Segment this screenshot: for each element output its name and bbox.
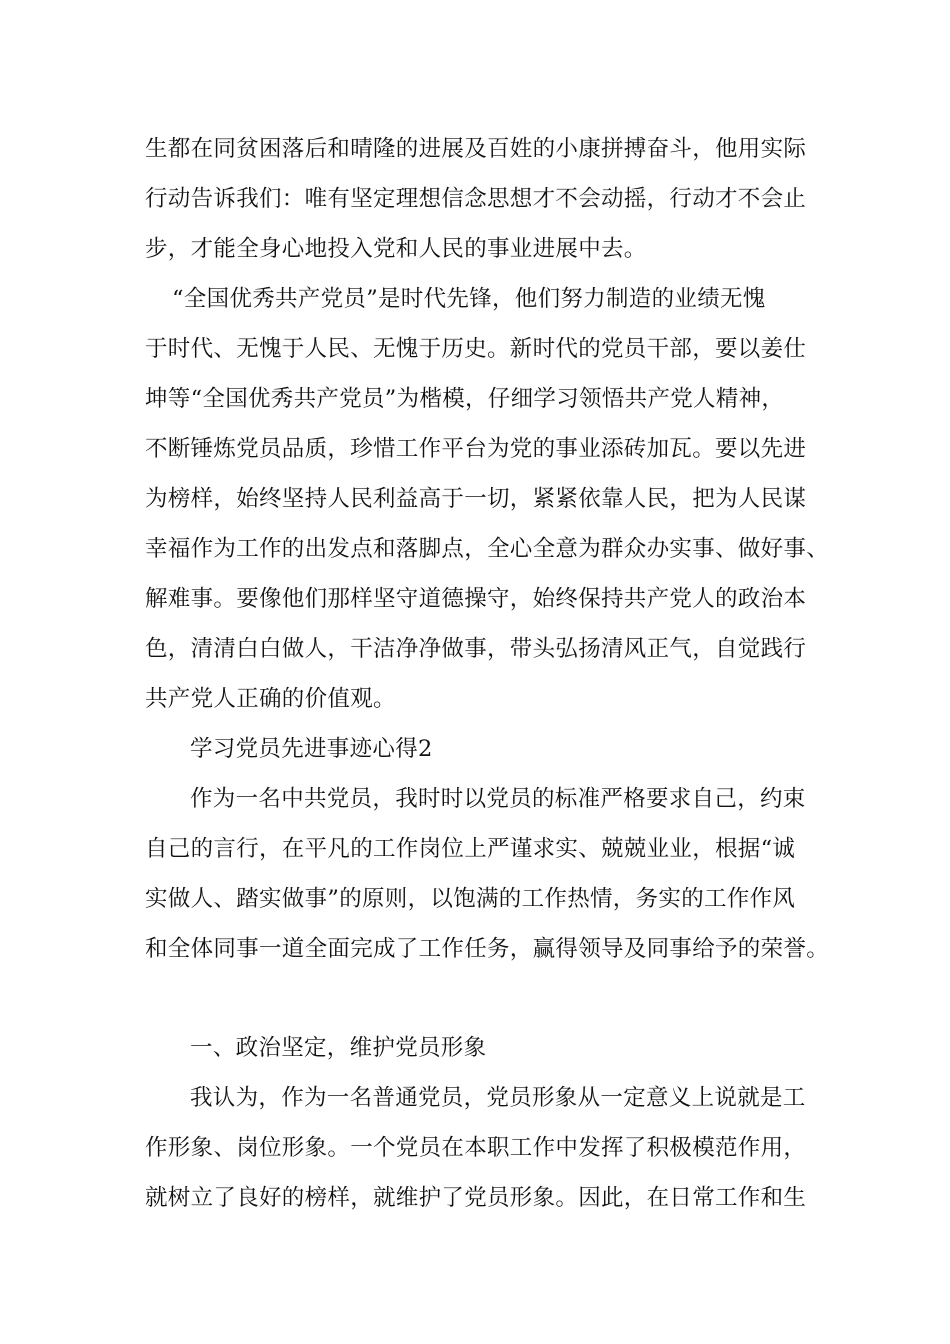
paragraph-line: 自己的言行，在平凡的工作岗位上严谨求实、兢兢业业，根据“诚 — [145, 836, 796, 862]
paragraph-line: 不断锤炼党员品质，珍惜工作平台为党的事业添砖加瓦。要以先进 — [145, 436, 807, 462]
paragraph-line: 坤等“全国优秀共产党员”为楷模，仔细学习领悟共产党人精神， — [145, 386, 785, 412]
paragraph-line: 就树立了良好的榜样，就维护了党员形象。因此，在日常工作和生 — [145, 1185, 807, 1211]
paragraph-line: 我认为，作为一名普通党员，党员形象从一定意义上说就是工 — [190, 1085, 806, 1111]
paragraph-line: 作为一名中共党员，我时时以党员的标准严格要求自己，约束 — [190, 786, 806, 812]
paragraph-line: 为榜样，始终坚持人民利益高于一切，紧紧依靠人民，把为人民谋 — [145, 486, 807, 512]
paragraph-line: 于时代、无愧于人民、无愧于历史。新时代的党员干部，要以姜仕 — [145, 336, 807, 362]
paragraph-line: 步，才能全身心地投入党和人民的事业进展中去。 — [145, 236, 647, 262]
paragraph-line: 生都在同贫困落后和晴隆的进展及百姓的小康拼搏奋斗，他用实际 — [145, 136, 807, 162]
paragraph-line: “全国优秀共产党员”是时代先锋，他们努力制造的业绩无愧 — [172, 286, 766, 312]
paragraph-line: 共产党人正确的价值观。 — [145, 686, 396, 712]
section-heading: 学习党员先进事迹心得2 — [190, 736, 433, 762]
paragraph-line: 幸福作为工作的出发点和落脚点，全心全意为群众办实事、做好事、 — [145, 536, 830, 562]
paragraph-line: 行动告诉我们：唯有坚定理想信念思想才不会动摇，行动才不会止 — [145, 186, 807, 212]
paragraph-line: 作形象、岗位形象。一个党员在本职工作中发挥了积极模范作用， — [145, 1135, 807, 1161]
subsection-heading: 一、政治坚定，维护党员形象 — [190, 1035, 487, 1061]
paragraph-line: 解难事。要像他们那样坚守道德操守，始终保持共产党人的政治本 — [145, 586, 807, 612]
paragraph-line: 和全体同事一道全面完成了工作任务，赢得领导及同事给予的荣誉。 — [145, 936, 830, 962]
paragraph-line: 实做人、踏实做事”的原则，以饱满的工作热情，务实的工作作风 — [145, 886, 796, 912]
paragraph-line: 色，清清白白做人，干洁净净做事，带头弘扬清风正气，自觉践行 — [145, 636, 807, 662]
